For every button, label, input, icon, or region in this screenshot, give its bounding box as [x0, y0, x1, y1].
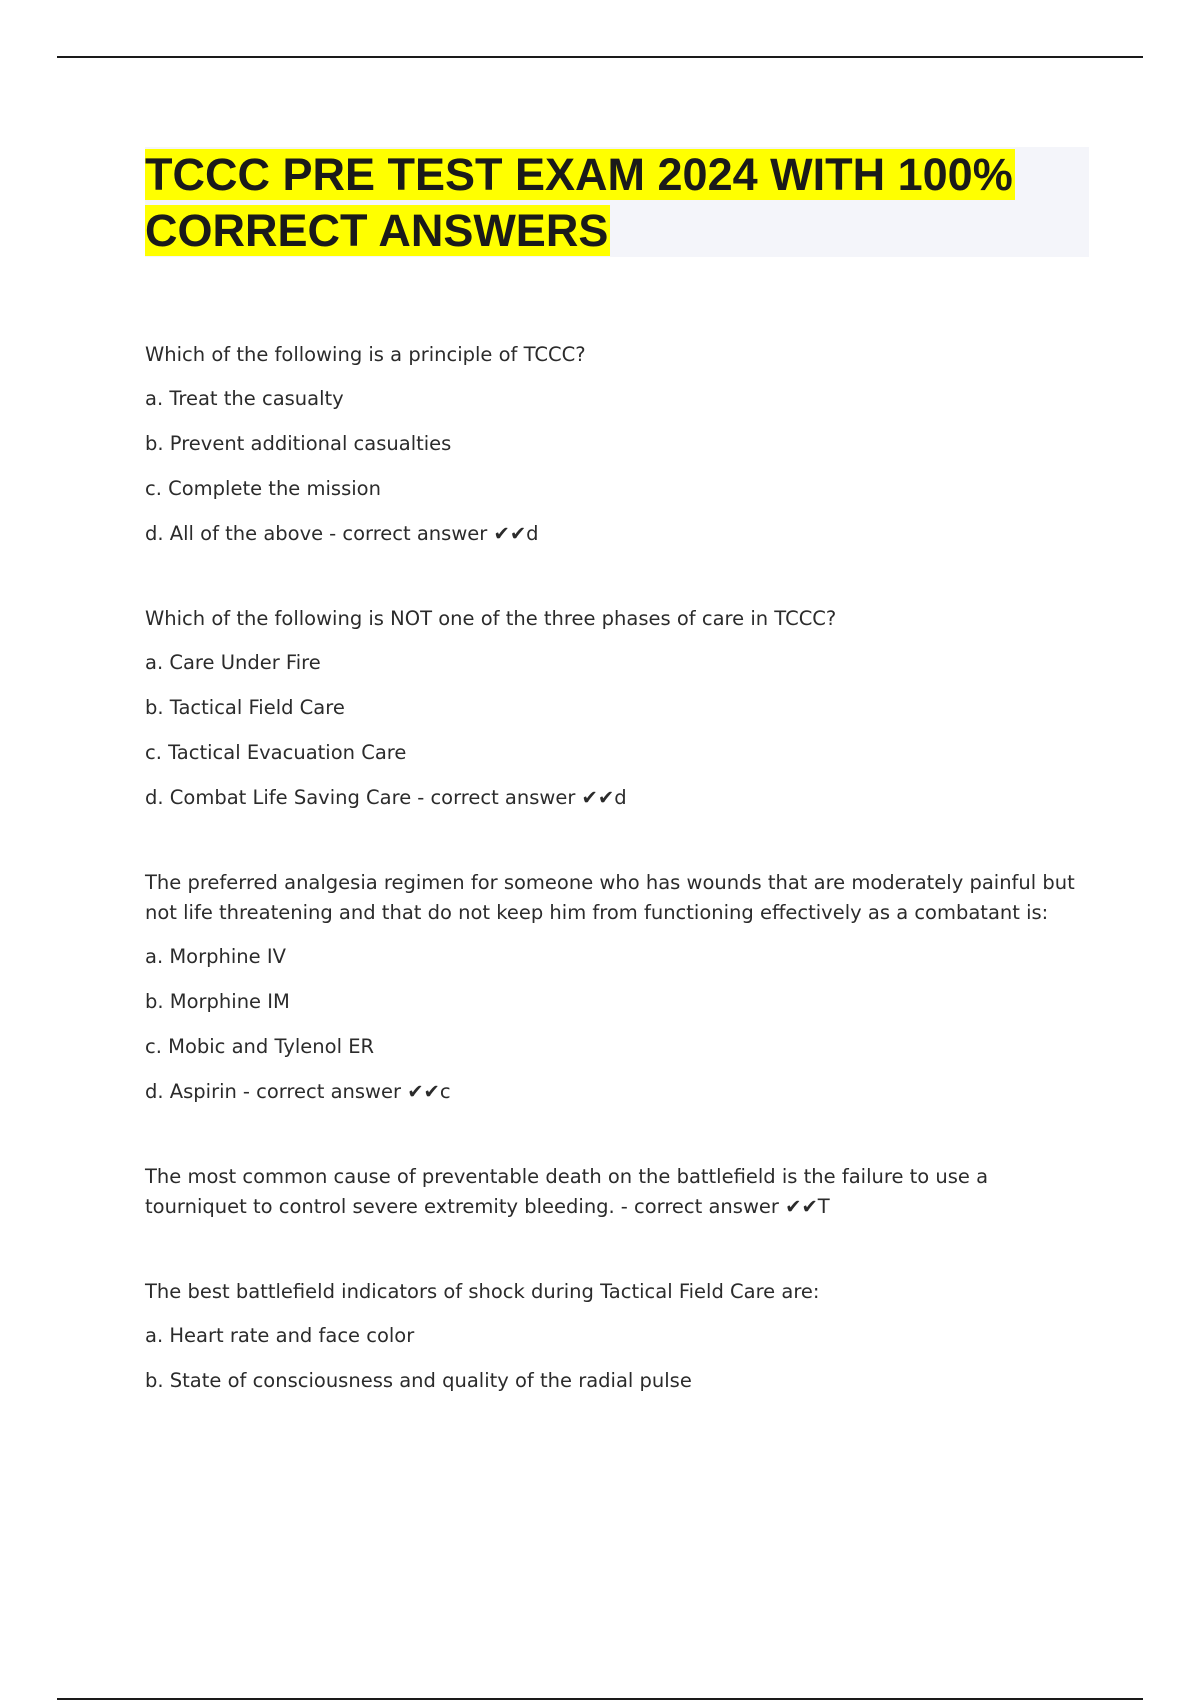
correct-answer: - correct answer ✔✔T — [620, 1195, 830, 1218]
correct-answer: - correct answer ✔✔c — [242, 1080, 451, 1103]
option-b: b. State of consciousness and quality of the radial pulse — [145, 1369, 692, 1392]
option-d: d. Combat Life Saving Care — [145, 786, 412, 809]
option-a: a. Morphine IV — [145, 945, 286, 968]
question-text: Which of the following is NOT one of the three phases of care in TCCC? — [145, 607, 837, 630]
question-3 — [145, 868, 1085, 1107]
title-line-2: CORRECT ANSWERS — [145, 205, 609, 256]
page-title — [145, 147, 1089, 259]
question-text: The preferred analgesia regimen for someone who has wounds that are moderately painful but not life threatening and that do not keep him from functioning effectively as a combatant is: — [145, 871, 1075, 924]
option-c: c. Complete the mission — [145, 477, 381, 500]
option-d: d. All of the above — [145, 522, 324, 545]
option-d: d. Aspirin — [145, 1080, 237, 1103]
question-list — [145, 340, 1085, 1451]
option-a: a. Heart rate and face color — [145, 1324, 415, 1347]
question-text: The best battlefield indicators of shock during Tactical Field Care are: — [145, 1280, 820, 1303]
question-2 — [145, 604, 1085, 813]
option-a: a. Care Under Fire — [145, 651, 321, 674]
option-d-with-answer — [145, 519, 1085, 549]
question-1 — [145, 340, 1085, 549]
title-line-1: TCCC PRE TEST EXAM 2024 WITH 100% — [145, 149, 1013, 200]
option-d-with-answer — [145, 1077, 1085, 1107]
correct-answer: - correct answer ✔✔d — [329, 522, 539, 545]
question-text: The most common cause of preventable death on the battlefield is the failure to use a tourniquet to control severe extremity bleeding. — [145, 1165, 989, 1218]
option-b: b. Prevent additional casualties — [145, 432, 452, 455]
correct-answer: - correct answer ✔✔d — [417, 786, 627, 809]
option-b: b. Morphine IM — [145, 990, 290, 1013]
option-d-with-answer — [145, 783, 1085, 813]
option-c: c. Tactical Evacuation Care — [145, 741, 407, 764]
question-text-with-answer — [145, 1162, 1085, 1222]
option-a: a. Treat the casualty — [145, 387, 344, 410]
option-c: c. Mobic and Tylenol ER — [145, 1035, 375, 1058]
title-block — [145, 147, 1089, 257]
option-b: b. Tactical Field Care — [145, 696, 345, 719]
top-rule — [57, 56, 1143, 58]
question-text: Which of the following is a principle of TCCC? — [145, 343, 586, 366]
question-5 — [145, 1277, 1085, 1396]
question-4 — [145, 1162, 1085, 1222]
